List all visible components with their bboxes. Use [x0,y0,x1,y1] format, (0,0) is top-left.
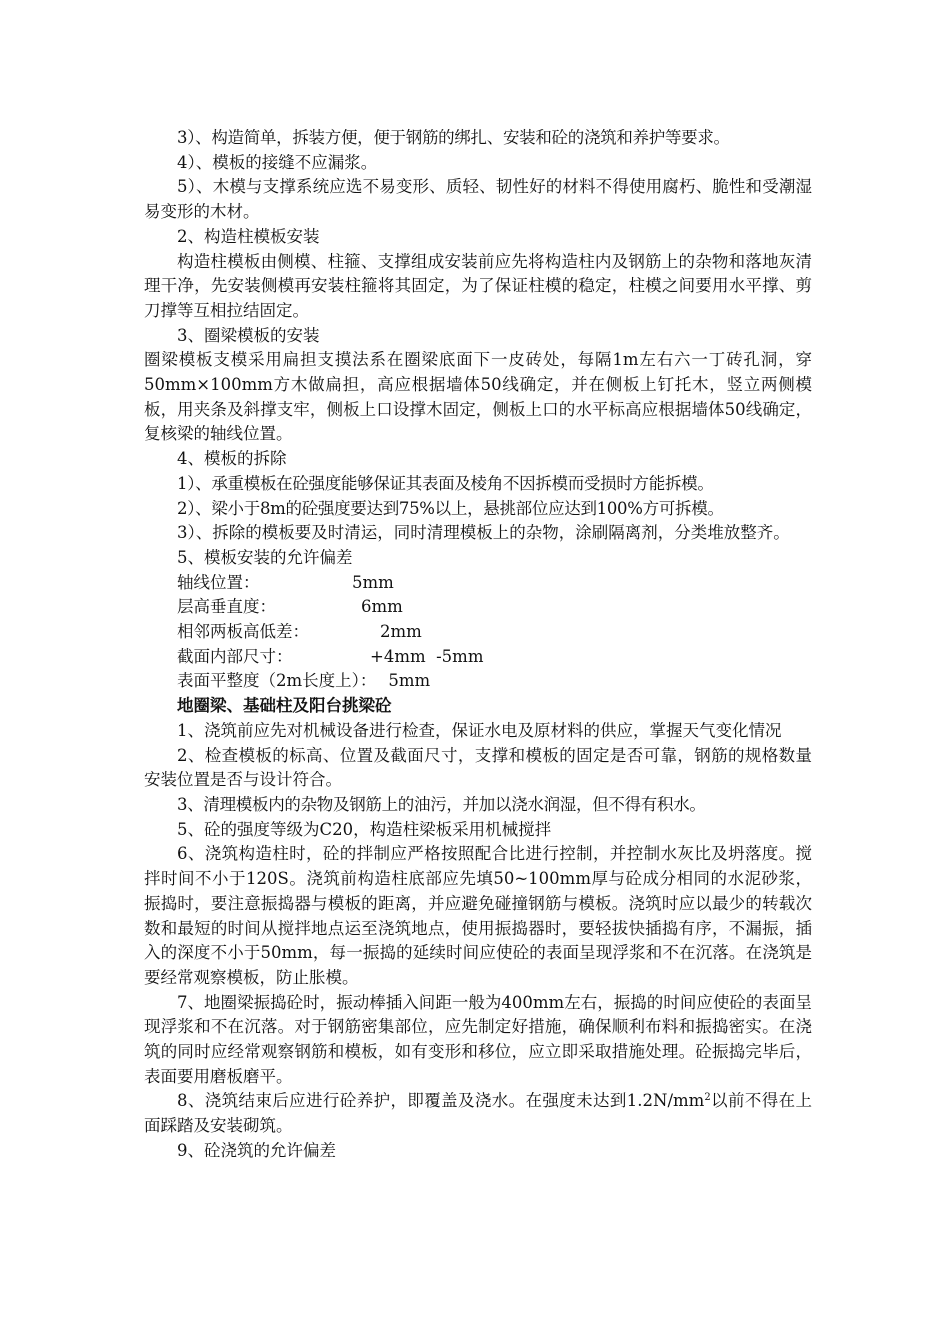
tolerance-row [144,669,812,694]
tolerance-row [144,620,812,645]
paragraph [144,1089,812,1138]
section-title: 9、砼浇筑的允许偏差 [177,1140,336,1160]
tolerance-value: 6mm [361,597,403,617]
paragraph: 构造柱模板由侧模、柱箍、支撑组成安装前应先将构造柱内及钢筋上的杂物和落地灰清理干净，先安装侧模再安装柱箍将其固定，为了保证柱模的稳定，柱模之间要用水平撑、剪刀撑等互相拉结固定。 [144,251,812,320]
paragraph: 圈梁模板支模采用扁担支摸法系在圈梁底面下一皮砖处，每隔1m左右六一丁砖孔洞，穿50mm×100mm方木做扁担，高应根据墙体50线确定，并在侧板上钉托木，竖立两侧模板，用夹条及斜撑支牢，侧板上口设撑木固定，侧板上口的水平标高应根据墙体50线确定，复核梁的轴线位置。 [144,350,812,444]
tolerance-list [144,571,812,695]
tolerance-value: 5mm [352,572,394,592]
paragraph: 2、检查模板的标高、位置及截面尺寸，支撑和模板的固定是否可靠，钢筋的规格数量安装位置是否与设计符合。 [144,745,812,790]
section-title: 5、模板安装的允许偏差 [177,547,353,567]
tolerance-value: 2mm [380,622,422,642]
tolerance-row [144,571,812,596]
paragraph: 3）、拆除的模板要及时清运，同时清理模板上的杂物，涂刷隔离剂，分类堆放整齐。 [177,523,790,543]
section-title: 2、构造柱模板安装 [177,226,320,246]
paragraph: 4）、模板的接缝不应漏浆。 [177,152,378,172]
paragraph: 7、地圈梁振捣砼时，振动棒插入间距一般为400mm左右，振捣的时间应使砼的表面呈现浮浆和不在沉落。对于钢筋密集部位，应先制定好措施，确保顺利布料和振捣密实。在浇筑的同时应经常观察钢筋和模板，如有变形和移位，应立即采取措施处理。砼振捣完毕后，表面要用磨板磨平。 [144,992,812,1086]
tolerance-value: +4mm -5mm [370,646,484,666]
tolerance-label: 表面平整度（2m长度上）： [177,671,377,691]
paragraph: 1、浇筑前应先对机械设备进行检查，保证水电及原材料的供应，掌握天气变化情况 [177,720,782,740]
paragraph: 6、浇筑构造柱时，砼的拌制应严格按照配合比进行控制，并控制水灰比及坍落度。搅拌时间不小于120S。浇筑前构造柱底部应先填50~100mm厚与砼成分相同的水泥砂浆，振捣时，要注意振捣器与模板的距离，并应避免碰撞钢筋与模板。浇筑时应以最少的转载次数和最短的时间从搅拌地点运至浇筑地点，使用振捣器时，要轻拔快插捣有序，不漏振，插入的深度不小于50mm，每一振捣的延续时间应使砼的表面呈现浮浆和不在沉落。在浇筑是要经常观察模板，防止胀模。 [144,844,812,987]
paragraph: 3）、构造简单，拆装方便，便于钢筋的绑扎、安装和砼的浇筑和养护等要求。 [177,128,730,147]
section-title: 3、圈梁模板的安装 [177,325,320,345]
tolerance-row [144,645,812,670]
paragraph: 2）、梁小于8m的砼强度要达到75%以上，悬挑部位应达到100%方可拆模。 [177,498,724,518]
paragraph-text: 8、浇筑结束后应进行砼养护，即覆盖及浇水。在强度未达到1.2N/mm [177,1091,705,1111]
section-title: 4、模板的拆除 [177,449,287,469]
superscript: 2 [704,1092,711,1104]
tolerance-label: 轴线位置： [177,572,260,592]
tolerance-label: 层高垂直度： [177,597,276,617]
paragraph: 5）、木模与支撑系统应选不易变形、质轻、韧性好的材料不得使用腐朽、脆性和受潮湿易变形的木材。 [144,177,812,222]
section-heading: 地圈梁、基础柱及阳台挑梁砼 [177,696,392,716]
tolerance-value: 5mm [388,671,431,691]
paragraph: 5、砼的强度等级为C20，构造柱梁板采用机械搅拌 [177,819,552,839]
document-body [144,126,812,1164]
tolerance-row [144,595,812,620]
paragraph: 3、清理模板内的杂物及钢筋上的油污，并加以浇水润湿，但不得有积水。 [177,794,706,814]
tolerance-label: 相邻两板高低差： [177,622,309,642]
paragraph: 1）、承重模板在砼强度能够保证其表面及棱角不因拆模而受损时方能拆模。 [177,473,714,493]
tolerance-label: 截面内部尺寸： [177,646,293,666]
paragraph-text: 以前不得在上面踩踏及安装砌筑。 [144,1091,813,1136]
